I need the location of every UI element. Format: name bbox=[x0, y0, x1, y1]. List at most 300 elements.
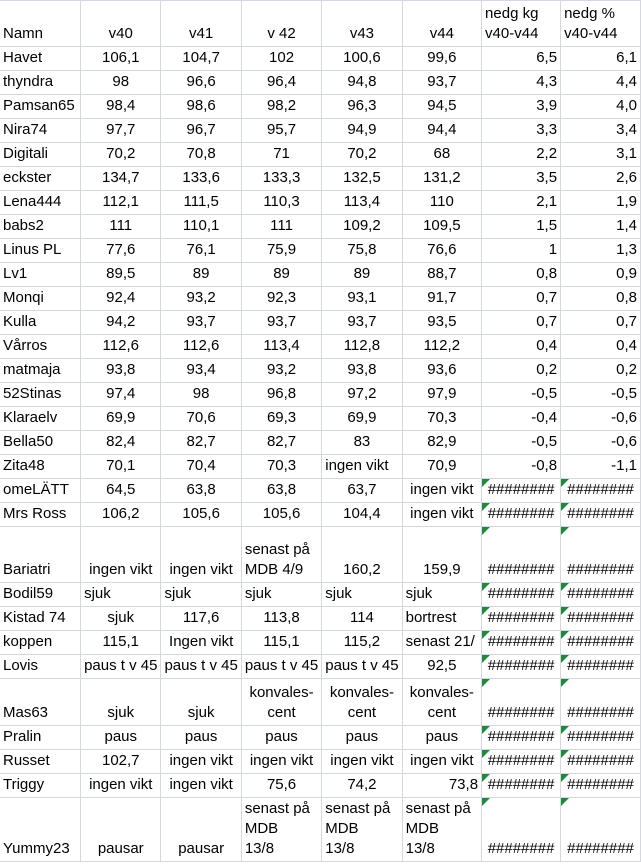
table-header bbox=[0, 1, 641, 47]
table-cell[interactable]: 98,4 bbox=[81, 95, 161, 119]
table-cell[interactable]: 0,8 bbox=[482, 263, 561, 287]
table-cell[interactable]: 131,2 bbox=[402, 167, 481, 191]
table-cell[interactable]: 93,7 bbox=[402, 71, 481, 95]
table-cell[interactable]: 104,4 bbox=[322, 503, 402, 527]
table-cell[interactable]: 0,7 bbox=[482, 287, 561, 311]
table-cell[interactable]: 93,2 bbox=[241, 359, 321, 383]
table-row bbox=[0, 774, 641, 798]
table-cell[interactable]: 63,7 bbox=[322, 479, 402, 503]
table-cell[interactable]: pausar bbox=[81, 798, 161, 862]
table-cell[interactable]: 1,4 bbox=[561, 215, 641, 239]
column-header-nedg_kg[interactable]: nedg kg v40-v44 bbox=[482, 1, 561, 47]
table-cell[interactable]: sjuk bbox=[241, 583, 321, 607]
table-cell[interactable]: ingen vikt bbox=[322, 455, 402, 479]
table-row bbox=[0, 726, 641, 750]
table-cell[interactable] bbox=[561, 527, 641, 583]
table-cell[interactable]: 98,6 bbox=[161, 95, 241, 119]
table-cell[interactable]: 93,7 bbox=[322, 311, 402, 335]
table-cell[interactable]: 160,2 bbox=[322, 527, 402, 583]
table-cell[interactable]: 82,4 bbox=[81, 431, 161, 455]
row-name-cell[interactable]: Bella50 bbox=[0, 431, 81, 455]
table-cell[interactable]: 113,8 bbox=[241, 607, 321, 631]
row-name-cell[interactable]: Lovis bbox=[0, 655, 81, 679]
table-cell[interactable]: 68 bbox=[402, 143, 481, 167]
table-cell[interactable]: 69,9 bbox=[322, 407, 402, 431]
table-cell[interactable]: 83 bbox=[322, 431, 402, 455]
table-cell[interactable]: -0,6 bbox=[561, 431, 641, 455]
table-cell[interactable]: paus bbox=[161, 726, 241, 750]
table-cell[interactable]: konvales- cent bbox=[241, 679, 321, 726]
table-cell[interactable]: 159,9 bbox=[402, 527, 481, 583]
table-cell[interactable]: ingen vikt bbox=[402, 479, 481, 503]
row-name-cell[interactable]: Havet bbox=[0, 47, 81, 71]
table-cell[interactable] bbox=[482, 503, 561, 527]
table-row bbox=[0, 583, 641, 607]
table-cell[interactable]: senast på MDB 13/8 bbox=[322, 798, 402, 862]
table-cell[interactable]: sjuk bbox=[402, 583, 481, 607]
table-cell[interactable]: 92,5 bbox=[402, 655, 481, 679]
table-cell[interactable]: 132,5 bbox=[322, 167, 402, 191]
table-cell[interactable]: 109,5 bbox=[402, 215, 481, 239]
table-cell[interactable]: 1 bbox=[482, 239, 561, 263]
table-cell[interactable] bbox=[561, 750, 641, 774]
table-cell[interactable]: pausar bbox=[161, 798, 241, 862]
row-name-cell[interactable]: Bariatri bbox=[0, 527, 81, 583]
table-cell[interactable]: 106,2 bbox=[81, 503, 161, 527]
row-name-cell[interactable]: Kulla bbox=[0, 311, 81, 335]
table-cell[interactable]: -0,5 bbox=[561, 383, 641, 407]
table-cell[interactable]: 82,9 bbox=[402, 431, 481, 455]
row-name-cell[interactable]: Pralin bbox=[0, 726, 81, 750]
row-name-cell[interactable]: Monqi bbox=[0, 287, 81, 311]
table-cell[interactable]: 112,6 bbox=[161, 335, 241, 359]
error-indicator-icon bbox=[561, 607, 569, 615]
column-header-v42[interactable]: v 42 bbox=[241, 1, 321, 47]
cell-text: ######## bbox=[567, 752, 634, 769]
row-name-cell[interactable]: Vårros bbox=[0, 335, 81, 359]
table-cell[interactable]: ingen vikt bbox=[402, 750, 481, 774]
table-cell[interactable]: 0,2 bbox=[482, 359, 561, 383]
table-cell[interactable]: paus bbox=[241, 726, 321, 750]
table-cell[interactable]: 2,1 bbox=[482, 191, 561, 215]
row-name-cell[interactable]: koppen bbox=[0, 631, 81, 655]
table-cell[interactable]: 89 bbox=[322, 263, 402, 287]
table-cell[interactable]: 112,6 bbox=[81, 335, 161, 359]
table-row bbox=[0, 335, 641, 359]
table-row bbox=[0, 215, 641, 239]
cell-text: ######## bbox=[567, 481, 634, 498]
table-cell[interactable]: 110 bbox=[402, 191, 481, 215]
table-cell[interactable]: -1,1 bbox=[561, 455, 641, 479]
table-cell[interactable]: sjuk bbox=[322, 583, 402, 607]
table-cell[interactable]: 114 bbox=[322, 607, 402, 631]
error-indicator-icon bbox=[561, 798, 569, 806]
table-cell[interactable]: 94,4 bbox=[402, 119, 481, 143]
table-cell[interactable]: 94,2 bbox=[81, 311, 161, 335]
table-cell[interactable]: 3,4 bbox=[561, 119, 641, 143]
table-cell[interactable]: paus bbox=[81, 726, 161, 750]
table-cell[interactable]: 89 bbox=[161, 263, 241, 287]
row-name-cell[interactable]: Lena444 bbox=[0, 191, 81, 215]
row-name-cell[interactable]: babs2 bbox=[0, 215, 81, 239]
table-cell[interactable]: 97,2 bbox=[322, 383, 402, 407]
table-cell[interactable]: 89 bbox=[241, 263, 321, 287]
error-indicator-icon bbox=[561, 527, 569, 535]
table-cell[interactable]: 0,8 bbox=[561, 287, 641, 311]
error-indicator-icon bbox=[561, 750, 569, 758]
table-cell[interactable]: 105,6 bbox=[241, 503, 321, 527]
error-indicator-icon bbox=[561, 583, 569, 591]
cell-text: ######## bbox=[487, 728, 555, 745]
table-row bbox=[0, 47, 641, 71]
error-indicator-icon bbox=[561, 726, 569, 734]
cell-text: ######## bbox=[567, 585, 634, 602]
table-cell[interactable]: 97,4 bbox=[81, 383, 161, 407]
table-cell[interactable]: sjuk bbox=[81, 679, 161, 726]
table-cell[interactable]: 1,5 bbox=[482, 215, 561, 239]
table-row bbox=[0, 359, 641, 383]
table-cell[interactable]: 1,3 bbox=[561, 239, 641, 263]
table-cell[interactable]: 93,4 bbox=[161, 359, 241, 383]
table-cell[interactable]: 98 bbox=[161, 383, 241, 407]
table-cell[interactable]: paus t v 45 bbox=[161, 655, 241, 679]
cell-text: ######## bbox=[487, 505, 555, 522]
table-cell[interactable]: 2,6 bbox=[561, 167, 641, 191]
table-cell[interactable]: 3,3 bbox=[482, 119, 561, 143]
table-cell[interactable]: ingen vikt bbox=[161, 774, 241, 798]
table-cell[interactable]: -0,5 bbox=[482, 431, 561, 455]
row-name-cell[interactable]: Digitali bbox=[0, 143, 81, 167]
table-cell[interactable]: 69,3 bbox=[241, 407, 321, 431]
table-cell[interactable]: ingen vikt bbox=[402, 503, 481, 527]
cell-text: ######## bbox=[487, 704, 555, 721]
table-cell[interactable]: 96,3 bbox=[322, 95, 402, 119]
table-cell[interactable] bbox=[482, 527, 561, 583]
table-cell[interactable]: 111 bbox=[241, 215, 321, 239]
table-cell[interactable]: 64,5 bbox=[81, 479, 161, 503]
table-cell[interactable] bbox=[561, 655, 641, 679]
table-cell[interactable] bbox=[482, 679, 561, 726]
table-cell[interactable] bbox=[561, 726, 641, 750]
table-cell[interactable]: 74,2 bbox=[322, 774, 402, 798]
cell-text: ######## bbox=[567, 561, 634, 578]
table-cell[interactable]: 93,6 bbox=[402, 359, 481, 383]
table-cell[interactable]: 70,2 bbox=[322, 143, 402, 167]
table-cell[interactable]: senast på MDB 13/8 bbox=[241, 798, 321, 862]
row-name-cell[interactable]: 52Stinas bbox=[0, 383, 81, 407]
column-header-v44[interactable]: v44 bbox=[402, 1, 481, 47]
table-cell[interactable]: sjuk bbox=[81, 607, 161, 631]
error-indicator-icon bbox=[482, 726, 490, 734]
table-cell[interactable]: 99,6 bbox=[402, 47, 481, 71]
table-cell[interactable]: senast på MDB 4/9 bbox=[241, 527, 321, 583]
row-name-cell[interactable]: Zita48 bbox=[0, 455, 81, 479]
table-cell[interactable]: 110,3 bbox=[241, 191, 321, 215]
table-cell[interactable]: 75,8 bbox=[322, 239, 402, 263]
table-cell[interactable]: 112,8 bbox=[322, 335, 402, 359]
table-cell[interactable]: 93,2 bbox=[161, 287, 241, 311]
table-cell[interactable]: 4,0 bbox=[561, 95, 641, 119]
table-cell[interactable]: 63,8 bbox=[241, 479, 321, 503]
table-cell[interactable]: 106,1 bbox=[81, 47, 161, 71]
table-cell[interactable]: 94,9 bbox=[322, 119, 402, 143]
error-indicator-icon bbox=[561, 503, 569, 511]
table-cell[interactable]: 102 bbox=[241, 47, 321, 71]
table-cell[interactable]: -0,8 bbox=[482, 455, 561, 479]
table-cell[interactable]: 70,6 bbox=[161, 407, 241, 431]
table-cell[interactable]: 75,6 bbox=[241, 774, 321, 798]
table-cell[interactable]: paus t v 45 bbox=[241, 655, 321, 679]
cell-text: ######## bbox=[487, 633, 555, 650]
table-cell[interactable]: 133,3 bbox=[241, 167, 321, 191]
table-cell[interactable]: ingen vikt bbox=[322, 750, 402, 774]
table-cell[interactable]: 82,7 bbox=[241, 431, 321, 455]
column-header-v41[interactable]: v41 bbox=[161, 1, 241, 47]
table-cell[interactable]: 110,1 bbox=[161, 215, 241, 239]
table-cell[interactable]: paus bbox=[322, 726, 402, 750]
error-indicator-icon bbox=[482, 503, 490, 511]
cell-text: ######## bbox=[487, 776, 555, 793]
table-cell[interactable]: 76,6 bbox=[402, 239, 481, 263]
table-row bbox=[0, 527, 641, 583]
table-cell[interactable]: 70,1 bbox=[81, 455, 161, 479]
table-cell[interactable] bbox=[561, 479, 641, 503]
table-cell[interactable] bbox=[482, 750, 561, 774]
table-cell[interactable] bbox=[482, 655, 561, 679]
row-name-cell[interactable]: Kistad 74 bbox=[0, 607, 81, 631]
table-cell[interactable]: ingen vikt bbox=[161, 527, 241, 583]
error-indicator-icon bbox=[561, 774, 569, 782]
table-cell[interactable]: 109,2 bbox=[322, 215, 402, 239]
table-cell[interactable]: -0,6 bbox=[561, 407, 641, 431]
table-cell[interactable]: 89,5 bbox=[81, 263, 161, 287]
row-name-cell[interactable]: Bodil59 bbox=[0, 583, 81, 607]
table-cell[interactable] bbox=[561, 583, 641, 607]
table-cell[interactable]: 111,5 bbox=[161, 191, 241, 215]
table-cell[interactable]: 93,7 bbox=[161, 311, 241, 335]
table-cell[interactable]: 6,1 bbox=[561, 47, 641, 71]
table-row bbox=[0, 607, 641, 631]
table-cell[interactable]: sjuk bbox=[161, 583, 241, 607]
table-cell[interactable]: 70,4 bbox=[161, 455, 241, 479]
table-cell[interactable]: 75,9 bbox=[241, 239, 321, 263]
row-name-cell[interactable]: thyndra bbox=[0, 71, 81, 95]
table-cell[interactable]: 115,1 bbox=[241, 631, 321, 655]
table-cell[interactable]: 133,6 bbox=[161, 167, 241, 191]
cell-text: ######## bbox=[567, 728, 634, 745]
table-cell[interactable]: sjuk bbox=[81, 583, 161, 607]
table-cell[interactable]: 3,1 bbox=[561, 143, 641, 167]
table-cell[interactable]: -0,4 bbox=[482, 407, 561, 431]
error-indicator-icon bbox=[482, 479, 490, 487]
table-cell[interactable]: 93,8 bbox=[322, 359, 402, 383]
table-cell[interactable]: 94,8 bbox=[322, 71, 402, 95]
table-cell[interactable]: 97,9 bbox=[402, 383, 481, 407]
cell-text: ######## bbox=[487, 609, 555, 626]
error-indicator-icon bbox=[482, 527, 490, 535]
table-cell[interactable]: 93,5 bbox=[402, 311, 481, 335]
table-cell[interactable]: 0,2 bbox=[561, 359, 641, 383]
table-cell[interactable] bbox=[561, 503, 641, 527]
table-cell[interactable]: 94,5 bbox=[402, 95, 481, 119]
table-row bbox=[0, 95, 641, 119]
error-indicator-icon bbox=[561, 679, 569, 687]
table-cell[interactable]: 112,1 bbox=[81, 191, 161, 215]
table-cell[interactable]: 100,6 bbox=[322, 47, 402, 71]
table-row bbox=[0, 679, 641, 726]
row-name-cell[interactable]: Lv1 bbox=[0, 263, 81, 287]
table-cell[interactable] bbox=[561, 798, 641, 862]
table-cell[interactable]: 77,6 bbox=[81, 239, 161, 263]
table-cell[interactable] bbox=[482, 774, 561, 798]
table-cell[interactable] bbox=[482, 798, 561, 862]
table-cell[interactable]: senast 21/ bbox=[402, 631, 481, 655]
cell-text: ######## bbox=[567, 657, 634, 674]
row-name-cell[interactable]: Yummy23 bbox=[0, 798, 81, 862]
column-header-v43[interactable]: v43 bbox=[322, 1, 402, 47]
table-cell[interactable]: paus t v 45 bbox=[81, 655, 161, 679]
table-cell[interactable] bbox=[561, 607, 641, 631]
table-cell[interactable] bbox=[561, 679, 641, 726]
row-name-cell[interactable]: omeLÄTT bbox=[0, 479, 81, 503]
table-cell[interactable] bbox=[482, 479, 561, 503]
table-cell[interactable]: 96,8 bbox=[241, 383, 321, 407]
table-cell[interactable]: 70,2 bbox=[81, 143, 161, 167]
cell-text: ######## bbox=[487, 657, 555, 674]
row-name-cell[interactable]: Linus PL bbox=[0, 239, 81, 263]
table-cell[interactable]: 93,8 bbox=[81, 359, 161, 383]
cell-text: ######## bbox=[487, 561, 555, 578]
table-cell[interactable]: 95,7 bbox=[241, 119, 321, 143]
table-cell[interactable]: 0,9 bbox=[561, 263, 641, 287]
table-cell[interactable]: ingen vikt bbox=[81, 527, 161, 583]
error-indicator-icon bbox=[482, 655, 490, 663]
table-cell[interactable]: 0,7 bbox=[561, 311, 641, 335]
table-cell[interactable]: 4,3 bbox=[482, 71, 561, 95]
table-cell[interactable]: 102,7 bbox=[81, 750, 161, 774]
table-cell[interactable]: 113,4 bbox=[322, 191, 402, 215]
table-cell[interactable]: 92,4 bbox=[81, 287, 161, 311]
row-name-cell[interactable]: Triggy bbox=[0, 774, 81, 798]
table-cell[interactable]: 115,2 bbox=[322, 631, 402, 655]
table-cell[interactable]: paus bbox=[402, 726, 481, 750]
table-cell[interactable]: konvales- cent bbox=[322, 679, 402, 726]
table-cell[interactable]: 0,4 bbox=[561, 335, 641, 359]
table-cell[interactable]: 63,8 bbox=[161, 479, 241, 503]
table-cell[interactable]: 76,1 bbox=[161, 239, 241, 263]
table-cell[interactable]: -0,5 bbox=[482, 383, 561, 407]
table-cell[interactable]: 1,9 bbox=[561, 191, 641, 215]
table-cell[interactable]: 4,4 bbox=[561, 71, 641, 95]
column-header-v40[interactable]: v40 bbox=[81, 1, 161, 47]
error-indicator-icon bbox=[482, 774, 490, 782]
table-cell[interactable]: 71 bbox=[241, 143, 321, 167]
table-cell[interactable]: 97,7 bbox=[81, 119, 161, 143]
cell-text: ######## bbox=[567, 776, 634, 793]
table-row bbox=[0, 143, 641, 167]
table-cell[interactable]: 105,6 bbox=[161, 503, 241, 527]
table-cell[interactable]: 91,7 bbox=[402, 287, 481, 311]
table-cell[interactable] bbox=[482, 726, 561, 750]
table-cell[interactable]: ingen vikt bbox=[161, 750, 241, 774]
cell-text: ######## bbox=[487, 752, 555, 769]
table-cell[interactable]: 70,3 bbox=[402, 407, 481, 431]
table-cell[interactable]: ingen vikt bbox=[81, 774, 161, 798]
table-row bbox=[0, 750, 641, 774]
row-name-cell[interactable]: Klaraelv bbox=[0, 407, 81, 431]
table-cell[interactable]: 82,7 bbox=[161, 431, 241, 455]
table-row bbox=[0, 119, 641, 143]
table-cell[interactable]: 112,2 bbox=[402, 335, 481, 359]
table-cell[interactable]: 92,3 bbox=[241, 287, 321, 311]
table-row bbox=[0, 407, 641, 431]
table-cell[interactable]: ingen vikt bbox=[241, 750, 321, 774]
table-cell[interactable]: 6,5 bbox=[482, 47, 561, 71]
table-cell[interactable]: 3,9 bbox=[482, 95, 561, 119]
table-cell[interactable]: 96,7 bbox=[161, 119, 241, 143]
table-cell[interactable]: 70,8 bbox=[161, 143, 241, 167]
table-cell[interactable]: 69,9 bbox=[81, 407, 161, 431]
table-cell[interactable]: 117,6 bbox=[161, 607, 241, 631]
table-cell[interactable] bbox=[482, 583, 561, 607]
table-cell[interactable]: 111 bbox=[81, 215, 161, 239]
table-cell[interactable]: 104,7 bbox=[161, 47, 241, 71]
table-cell[interactable]: 93,1 bbox=[322, 287, 402, 311]
table-cell[interactable]: 96,4 bbox=[241, 71, 321, 95]
table-row bbox=[0, 71, 641, 95]
table-cell[interactable]: sjuk bbox=[161, 679, 241, 726]
table-row bbox=[0, 798, 641, 862]
table-cell[interactable]: 98,2 bbox=[241, 95, 321, 119]
table-cell[interactable]: 70,3 bbox=[241, 455, 321, 479]
row-name-cell[interactable]: Pamsan65 bbox=[0, 95, 81, 119]
table-cell[interactable]: 93,7 bbox=[241, 311, 321, 335]
table-cell[interactable]: Ingen vikt bbox=[161, 631, 241, 655]
column-header-namn[interactable]: Namn bbox=[0, 1, 81, 47]
row-name-cell[interactable]: Mas63 bbox=[0, 679, 81, 726]
table-cell[interactable]: paus t v 45 bbox=[322, 655, 402, 679]
error-indicator-icon bbox=[561, 655, 569, 663]
table-cell[interactable]: 0,4 bbox=[482, 335, 561, 359]
row-name-cell[interactable]: Russet bbox=[0, 750, 81, 774]
table-cell[interactable]: 115,1 bbox=[81, 631, 161, 655]
table-cell[interactable]: 113,4 bbox=[241, 335, 321, 359]
row-name-cell[interactable]: Nira74 bbox=[0, 119, 81, 143]
table-cell[interactable]: 3,5 bbox=[482, 167, 561, 191]
table-cell[interactable]: 0,7 bbox=[482, 311, 561, 335]
row-name-cell[interactable]: eckster bbox=[0, 167, 81, 191]
table-cell[interactable]: senast på MDB 13/8 bbox=[402, 798, 481, 862]
table-cell[interactable]: konvales- cent bbox=[402, 679, 481, 726]
row-name-cell[interactable]: Mrs Ross bbox=[0, 503, 81, 527]
table-cell[interactable] bbox=[561, 631, 641, 655]
table-cell[interactable] bbox=[482, 607, 561, 631]
row-name-cell[interactable]: matmaja bbox=[0, 359, 81, 383]
table-cell[interactable]: bortrest bbox=[402, 607, 481, 631]
table-cell[interactable]: 96,6 bbox=[161, 71, 241, 95]
table-cell[interactable]: 70,9 bbox=[402, 455, 481, 479]
table-cell[interactable]: 88,7 bbox=[402, 263, 481, 287]
table-cell[interactable] bbox=[482, 631, 561, 655]
column-header-nedg_pct[interactable]: nedg % v40-v44 bbox=[561, 1, 641, 47]
table-cell[interactable]: 73,8 bbox=[402, 774, 481, 798]
table-cell[interactable]: 2,2 bbox=[482, 143, 561, 167]
table-row bbox=[0, 503, 641, 527]
table-cell[interactable]: 98 bbox=[81, 71, 161, 95]
table-cell[interactable] bbox=[561, 774, 641, 798]
table-cell[interactable]: 134,7 bbox=[81, 167, 161, 191]
table-row bbox=[0, 383, 641, 407]
